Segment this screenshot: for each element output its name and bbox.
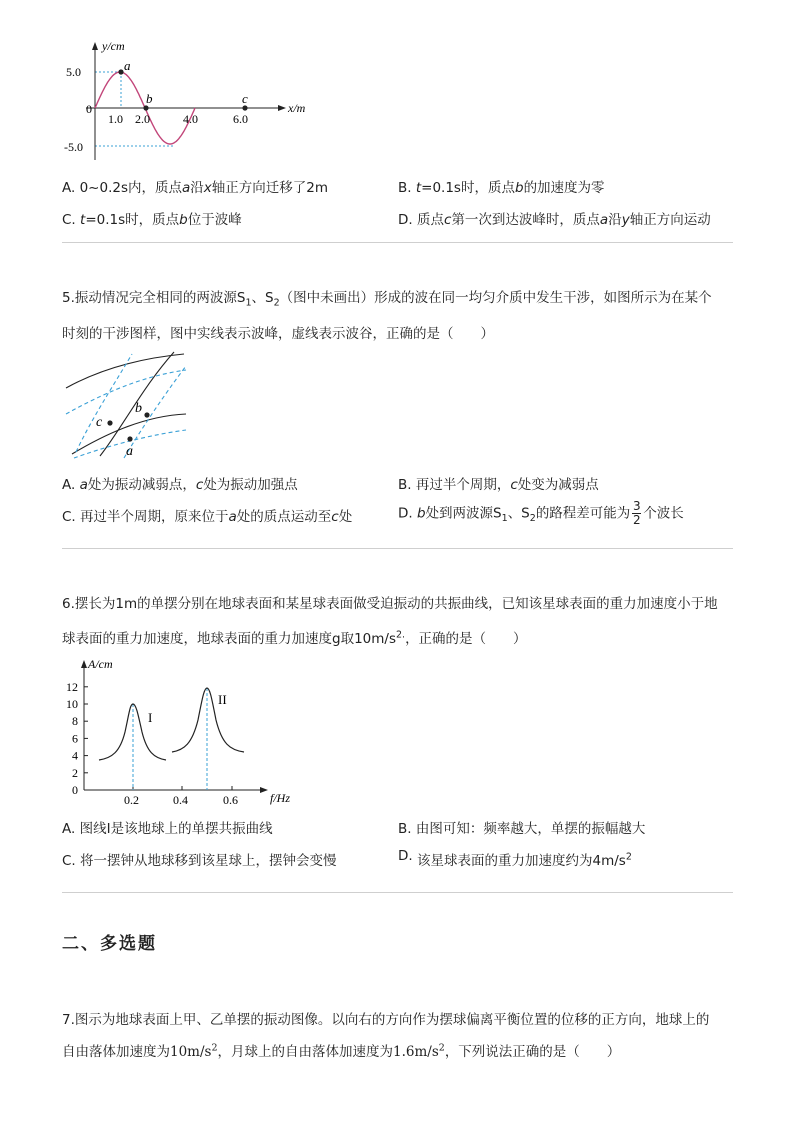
q4-option-a[interactable] <box>62 176 328 196</box>
q6-x-axis-label: f/Hz <box>270 791 291 805</box>
option-text: 该星球表面的重力加速度约为4m/s <box>416 853 626 869</box>
q4-y-axis-label: y/cm <box>102 39 125 53</box>
option-text: 轴正方向运动 <box>629 212 711 228</box>
option-text: 图线Ⅰ是该地球上的单摆共振曲线 <box>79 821 273 837</box>
subscript: 1 <box>245 297 252 309</box>
divider <box>62 548 733 549</box>
q4-x-axis-label: x/m <box>288 101 306 115</box>
q4-point-b <box>143 105 148 110</box>
option-var: a <box>182 180 191 196</box>
option-label: B. <box>398 477 412 493</box>
q4-figure <box>62 36 322 166</box>
q6-y-arrow <box>81 660 87 668</box>
stem-value: 10m/s <box>170 1044 212 1060</box>
q5-label-c: c <box>96 415 103 430</box>
option-text: 再过半个周期， <box>415 477 511 493</box>
q6-curve-label-I: I <box>148 710 153 725</box>
option-var: a <box>79 477 88 493</box>
q6-x-tick-label: 0.2 <box>124 793 139 806</box>
subscript: 2 <box>273 297 280 309</box>
q6-option-a[interactable] <box>62 817 273 837</box>
option-text: 将一摆钟从地球移到该星球上，摆钟会变慢 <box>80 853 337 869</box>
superscript: 2 <box>211 1042 218 1054</box>
q5-trough-line-4 <box>124 366 186 458</box>
option-var: c <box>443 212 452 228</box>
option-label: B. <box>398 821 412 837</box>
q5-point-c <box>107 420 112 425</box>
option-text: 沿 <box>190 180 204 196</box>
q6-y-tick-label: 4 <box>72 748 78 763</box>
q7-stem-line2 <box>62 1040 620 1060</box>
q4-option-b[interactable] <box>398 176 605 196</box>
q5-crest-line-1 <box>66 354 184 388</box>
q6-y-tick-label: 12 <box>66 679 78 694</box>
fraction-denominator: 2 <box>632 513 641 527</box>
option-text: 处到两波源S <box>425 505 502 522</box>
option-text: 由图可知：频率越大，单摆的振幅越大 <box>415 821 646 837</box>
superscript: 2 <box>625 851 632 863</box>
stem-value: 1.6m/s <box>393 1044 439 1060</box>
q5-label-a: a <box>126 444 133 459</box>
q4-point-c <box>242 105 247 110</box>
stem-text: （图中未画出）形成的波在同一均匀介质中发生干涉，如图所示为在某个 <box>279 290 712 306</box>
option-var: a <box>599 212 609 228</box>
option-text: 处 <box>338 509 353 525</box>
q6-stem-line1: 6.摆长为1m的单摆分别在地球表面和某星球表面做受迫振动的共振曲线，已知该星球表面的重力加速度小于地 <box>62 596 718 612</box>
q5-stem-line1 <box>62 286 712 309</box>
q5-trough-line-1 <box>66 370 186 414</box>
q5-point-a <box>127 436 132 441</box>
q5-option-d[interactable] <box>398 500 684 527</box>
option-text: 再过半个周期，原来位于 <box>80 509 229 525</box>
option-var: t <box>80 212 86 228</box>
option-var: c <box>331 509 339 525</box>
option-label: D. <box>398 212 413 228</box>
option-text: 处变为减弱点 <box>517 477 599 493</box>
q4-x-tick-6: 6.0 <box>233 112 248 126</box>
stem-text: 球表面的重力加速度，地球表面的重力加速度g取10m/s <box>62 631 396 647</box>
superscript: 2. <box>395 629 406 641</box>
option-var: y <box>621 212 630 228</box>
stem-text: 、S <box>251 290 274 306</box>
option-text: 处为振动加强点 <box>203 477 298 493</box>
superscript: 2 <box>438 1042 445 1054</box>
option-text: 、S <box>507 505 530 522</box>
option-label: D. <box>398 848 413 864</box>
option-var: x <box>203 180 212 196</box>
q6-x-arrow <box>260 787 268 793</box>
q7-stem-line1: 7.图示为地球表面上甲、乙单摆的振动图像。以向右的方向作为摆球偏离平衡位置的位移的正方向，地球上的 <box>62 1012 710 1028</box>
q5-interference-figure <box>62 348 202 460</box>
q5-stem-line2: 时刻的干涉图样，图中实线表示波峰，虚线表示波谷，正确的是（ ） <box>62 326 494 342</box>
option-text: 0~0.2s内，质点 <box>79 180 182 196</box>
q6-y-tick-label: 8 <box>72 714 78 729</box>
q6-x-tick-label: 0.6 <box>223 793 238 806</box>
q4-point-a <box>118 69 123 74</box>
q6-option-c[interactable] <box>62 849 337 869</box>
q4-x-tick-4: 4.0 <box>183 112 198 126</box>
q4-label-c: c <box>242 91 248 106</box>
stem-text: 自由落体加速度为 <box>62 1044 170 1060</box>
option-text: 处的质点运动至 <box>236 509 332 525</box>
q6-y-tick-label: 6 <box>72 731 78 746</box>
q6-stem-line2 <box>62 627 527 647</box>
q6-y-tick-label: 0 <box>72 783 78 797</box>
option-label: C. <box>62 509 76 525</box>
stem-text: ，下列说法正确的是（ ） <box>444 1044 621 1060</box>
q5-option-b[interactable] <box>398 473 599 493</box>
option-label: A. <box>62 821 76 837</box>
option-var: t <box>415 180 422 196</box>
q6-y-tick-label: 10 <box>66 697 78 711</box>
q6-curve-II <box>172 688 244 752</box>
option-text: 的加速度为零 <box>523 180 605 196</box>
stem-text: 5.振动情况完全相同的两波源S <box>62 290 246 306</box>
option-var: c <box>195 477 204 493</box>
q4-label-a: a <box>124 58 131 73</box>
option-label: A. <box>62 477 76 493</box>
q4-y-tick-5: 5.0 <box>66 65 81 79</box>
stem-text: ，正确的是（ ） <box>405 631 527 647</box>
q6-option-d[interactable] <box>398 849 632 869</box>
q5-option-c[interactable] <box>62 505 352 525</box>
divider <box>62 892 733 893</box>
q4-y-tick-0: 0 <box>86 102 92 116</box>
option-var: b <box>179 212 188 228</box>
option-text: 沿 <box>608 212 622 228</box>
subscript: 1 <box>501 513 508 525</box>
option-var: b <box>514 180 524 196</box>
q5-label-b: b <box>135 401 142 416</box>
option-label: C. <box>62 853 76 869</box>
fraction-numerator: 3 <box>632 499 641 513</box>
section-title: 二、多选题 <box>62 934 157 954</box>
option-var: c <box>510 477 518 493</box>
option-text: 质点 <box>416 212 444 228</box>
q4-option-d[interactable] <box>398 208 711 228</box>
option-text: 位于波峰 <box>187 212 242 228</box>
q4-x-tick-1: 1.0 <box>108 112 123 126</box>
q6-y-axis-label: A/cm <box>88 657 113 671</box>
option-var: a <box>228 509 237 525</box>
option-label: D. <box>398 505 413 522</box>
q5-point-b <box>144 412 149 417</box>
divider <box>62 242 733 243</box>
option-label: B. <box>398 180 412 196</box>
q4-x-tick-2: 2.0 <box>135 112 150 126</box>
option-label: A. <box>62 180 76 196</box>
q6-resonance-figure <box>62 656 302 806</box>
stem-text: ，月球上的自由落体加速度为 <box>217 1044 394 1060</box>
option-var: b <box>416 505 426 522</box>
q4-y-tick-neg5: -5.0 <box>64 140 83 154</box>
option-text: 的路程差可能为 <box>535 505 631 522</box>
option-text: 处为振动减弱点， <box>87 477 196 493</box>
option-text: =0.1s时，质点 <box>85 212 180 228</box>
q4-label-b: b <box>146 91 153 106</box>
subscript: 2 <box>529 513 536 525</box>
q6-y-tick-label: 2 <box>72 765 78 780</box>
option-text: 个波长 <box>643 505 684 522</box>
q6-option-b[interactable] <box>398 817 645 837</box>
fraction <box>632 500 641 527</box>
q5-option-a[interactable] <box>62 473 298 493</box>
q6-curve-label-II: II <box>218 692 227 707</box>
q4-option-c[interactable] <box>62 208 242 228</box>
option-label: C. <box>62 212 76 228</box>
q6-x-tick-label: 0.4 <box>173 793 188 806</box>
option-text: 轴正方向迁移了2m <box>211 180 329 196</box>
option-text: =0.1s时，质点 <box>421 180 515 196</box>
option-text: 第一次到达波峰时，质点 <box>451 212 600 228</box>
